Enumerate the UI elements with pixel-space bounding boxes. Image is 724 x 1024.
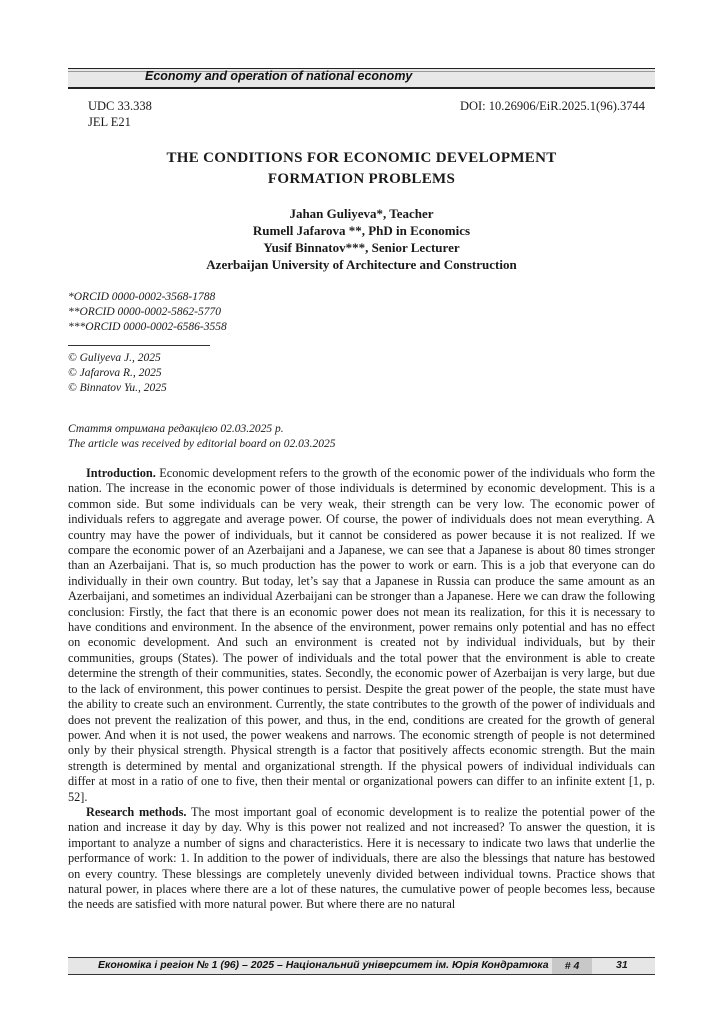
- intro-text: Economic development refers to the growth of the economic power of the individuals who form the nation. The increase in the economic power of those individuals is determined by economic development. This is a common side. But some individuals can be very weak, their strength can be very low. The economic power of individuals refers to aggregate and average power. Of course, the power of individuals does not mean everything. A country may have the power of individuals, but it cannot be considered as power because it is not realized. If we compare the economic power of an Azerbaijani and a Japanese, we can see that a Japanese is about 80 times stronger than an Azerbaijani. That is, so much production has the power to work or earn. This is a job that everyone can do individually in their own country. But today, let’s say that a Japanese in Russia can produce the same amount as an Azerbaijani, and sometimes an individual Azerbaijani can be stronger than a Japanese. Here we can draw the following conclusion: Firstly, the fact that there is an economic power does not mean its realization, for this it is necessary to have conditions and environment. In the absence of the environment, power remains only potential and has no effect on economic development. And such an environment is created not by individual individuals, but by their communities, groups (States). The power of individuals and the total power that the environment is able to create determine the strength of their communities, states. Secondly, the economic power of Azerbaijan is very large, but due to the lack of environment, this power continues to persist. Despite the great power of the people, the state must have the ability to create such an environment. Currently, the state contributes to the growth of the power of individuals and does not prevent the realization of this power, and thus, in the end, conditions are created for the growth of general power. And when it is not used, the power weakens and narrows. The economic strength of people is not determined only by their physical strength. Physical strength is a factor that positively affects economic strength. But the main strength is determined by mental and organizational strength. If the physical powers of individual individuals can differ at most in a ratio of one to five, then their mental or organizational powers can differ to an infinite extent [1, p. 52].: [68, 466, 655, 804]
- copyright-1: © Guliyeva J., 2025: [68, 352, 161, 364]
- classification-codes: [88, 98, 152, 130]
- jel-code: JEL E21: [88, 115, 131, 129]
- methods-heading: Research methods.: [86, 804, 187, 819]
- methods-paragraph: [68, 805, 655, 913]
- received-en: The article was received by editorial board on 02.03.2025: [68, 438, 336, 450]
- orcid-1: *ORCID 0000-0002-3568-1788: [68, 291, 216, 303]
- title-line-1: THE CONDITIONS FOR ECONOMIC DEVELOPMENT: [166, 150, 557, 166]
- footer-issue: # 4: [552, 958, 592, 974]
- copyright-3: © Binnatov Yu., 2025: [68, 382, 167, 394]
- author-2: Rumell Jafarova **, PhD in Economics: [252, 223, 471, 238]
- doi: DOI: 10.26906/EiR.2025.1(96).3744: [459, 99, 645, 113]
- divider: [68, 345, 210, 346]
- udc-code: UDC 33.338: [88, 99, 152, 113]
- copyright-2: © Jafarova R., 2025: [68, 367, 162, 379]
- page-footer: [68, 957, 655, 975]
- author-1: Jahan Guliyeva*, Teacher: [289, 206, 434, 221]
- footer-journal: Економіка і регіон № 1 (96) – 2025 – Національний університет ім. Юрія Кондратюка: [98, 959, 549, 971]
- author-3: Yusif Binnatov***, Senior Lecturer: [263, 240, 460, 255]
- intro-paragraph: [68, 466, 655, 805]
- affiliation: Azerbaijan University of Architecture and Construction: [206, 257, 517, 272]
- article-title: [68, 148, 655, 190]
- article-body: [68, 466, 655, 913]
- intro-heading: Introduction.: [86, 466, 156, 480]
- methods-text: The most important goal of economic development is to realize the potential power of the nation and increase it day by day. Why is this power not realized and not increased? To answer the question, it is important to analyze a number of signs and characteristics. Here it is necessary to indicate two laws that underlie the performance of work: 1. In addition to the power of individuals, there are also the blessings that nature has bestowed on every country. These blessings are completely unevenly divided between individual towns. Practice shows that natural power, in places where there are a lot of these natures, the cumulative power of people becomes less, because the needs are satisfied with more natural power. But where there are no natural: [68, 804, 655, 912]
- orcid-3: ***ORCID 0000-0002-6586-3558: [68, 321, 227, 333]
- orcid-2: **ORCID 0000-0002-5862-5770: [68, 306, 221, 318]
- received-note: [68, 422, 335, 452]
- title-line-2: FORMATION PROBLEMS: [267, 171, 456, 187]
- received-ua: Стаття отримана редакцією 02.03.2025 р.: [68, 423, 284, 435]
- copyright-list: [68, 351, 167, 396]
- author-block: [68, 205, 655, 273]
- orcid-list: [68, 290, 227, 335]
- page-number: 31: [616, 959, 628, 971]
- section-title: Economy and operation of national economy: [145, 69, 413, 83]
